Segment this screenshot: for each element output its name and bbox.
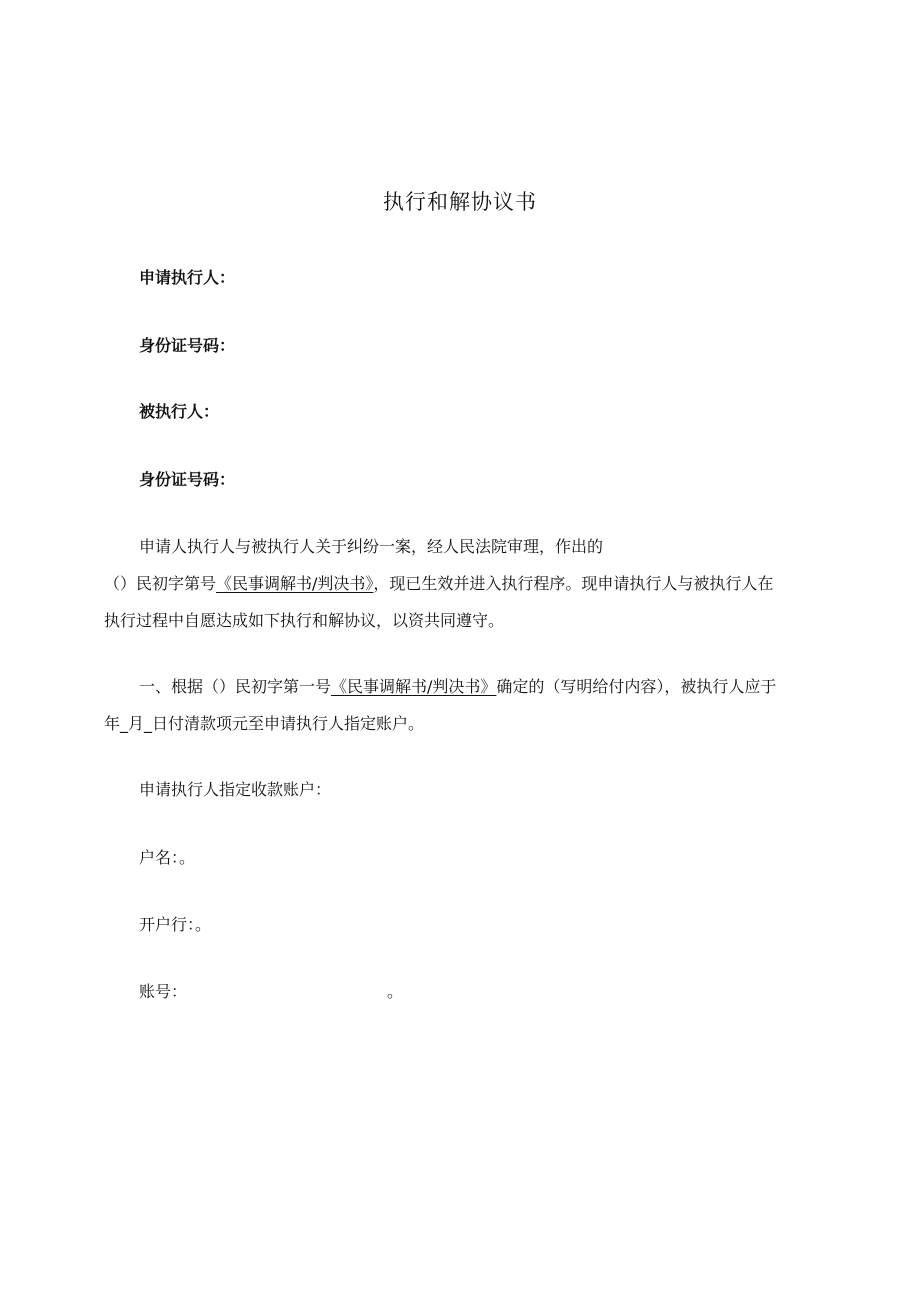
account-heading: 申请执行人指定收款账户： — [139, 780, 332, 799]
account-number-end: 。 — [387, 982, 404, 1001]
clause1-case-text: 一、根据（）民初字第一号 — [139, 677, 332, 696]
respondent-label: 被执行人： — [139, 402, 220, 421]
paragraph1-line1: 申请人执行人与被执行人关于纠纷一案，经人民法院审理，作出的 — [139, 537, 604, 556]
paragraph1-line3: 执行过程中自愿达成如下执行和解协议，以资共同遵守。 — [104, 611, 505, 630]
paragraph1-line2 — [104, 571, 773, 594]
respondent-id-label: 身份证号码： — [139, 470, 236, 489]
case-number-text: （）民初字第号 — [104, 574, 217, 593]
clause1-line1 — [139, 674, 776, 697]
applicant-id-label: 身份证号码： — [139, 336, 236, 355]
paragraph1-line2-rest: ，现已生效并进入执行程序。现申请执行人与被执行人在 — [373, 574, 774, 593]
applicant-label: 申请执行人： — [139, 268, 236, 287]
account-name: 户名：。 — [139, 848, 196, 867]
account-bank: 开户行：。 — [139, 915, 212, 934]
judgment-document-ref: 《民事调解书/判决书》 — [216, 574, 374, 593]
clause1-line1-rest: 确定的（写明给付内容），被执行人应于 — [496, 677, 777, 696]
account-number-label: 账号： — [139, 982, 188, 1001]
account-number — [139, 979, 403, 1002]
clause1-line2: 年_月_日付清款项元至申请执行人指定账户。 — [104, 714, 425, 733]
clause1-document-ref: 《民事调解书/判决书》 — [331, 677, 497, 696]
document-title: 执行和解协议书 — [383, 190, 537, 214]
